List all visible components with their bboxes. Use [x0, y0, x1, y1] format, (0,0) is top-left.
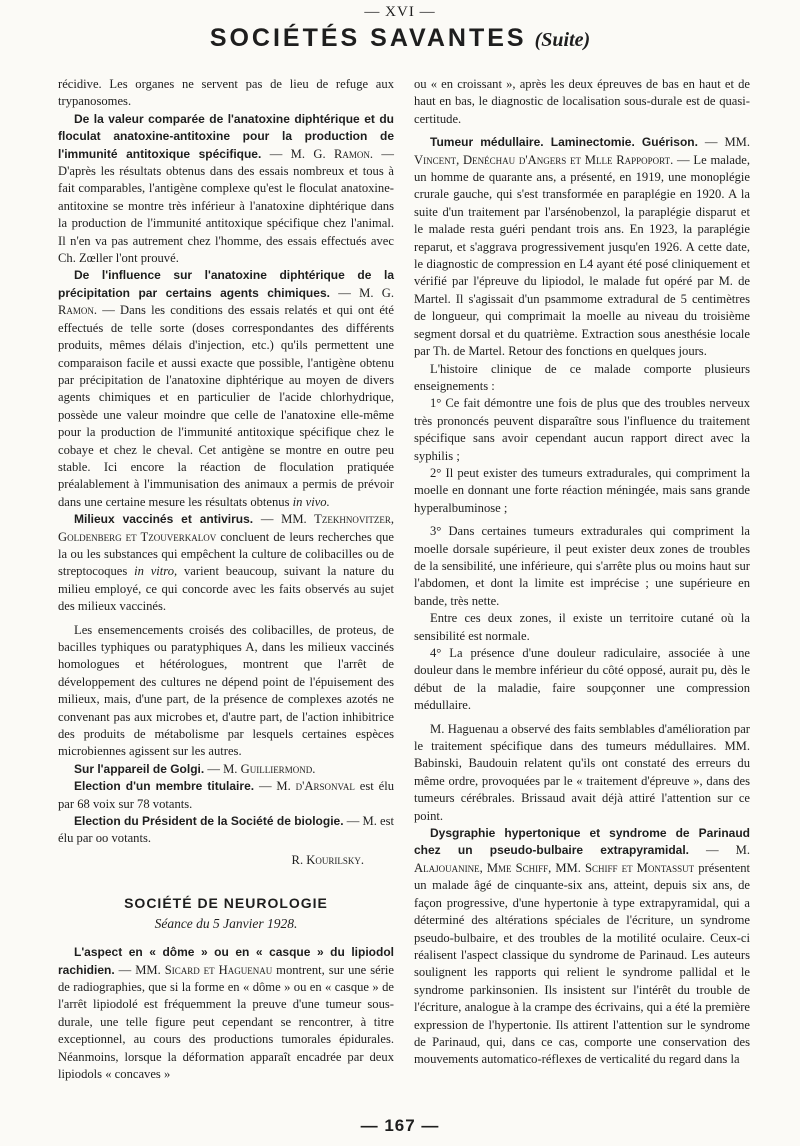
page-number: — 167 — — [360, 1116, 440, 1135]
abstract-text: — D'après les résultats obtenus dans des essais nombreux et tous à fait comparables, l'antigène complexe qu'est le floculat anatoxine-antitoxine se montre très inférieur à l'anatoxine diphtérique dans la production de l'immunité antitoxique spécifique chez l'animal. Il n'en va pas autrement chez l'homme, des essais effectués avec Ch. Zœller l'ont prouvé. — [58, 146, 394, 266]
roman-page-number: — XVI — — [364, 4, 436, 20]
abstract-dysgraphie — [414, 825, 750, 1069]
paragraph: M. Haguenau a observé des faits semblables d'amélioration par le traitement spécifique dans des tumeurs médullaires. MM. Babinski, Baudouin relatent qu'ils ont constaté des erreurs du même ordre, provoquées par le « traitement d'épreuve », dans des tumeurs cérébrales. Brissaud avait déjà attiré l'attention sur ce point. — [414, 721, 750, 823]
paragraph: récidive. Les organes ne servent pas de lieu de refuge aux trypanosomes. — [58, 77, 394, 109]
header-title: SOCIÉTÉS SAVANTES — [209, 24, 527, 52]
abstract-text: présentent un malade âgé de cinquante-six ans, atteint, depuis six ans, de façon progressive, d'une hypertonie à type extrapyramidal, qui a déterminé des altérations spéciales de l'écriture, un syndrome pseudo-bulbaire, et des troubles de la motilité oculaire. Ceux-ci réalisent l'aspect classique du syndrome de Parinaud. Les auteurs soulignent les rapports qui relient le syndrome pallidal et le syndrome parkinsonien. Ils insistent sur l'intérêt du trouble de l'écriture, analogue à la crampe des écrivains, qui a été la première expression de l'hypertonie. Ils attirent l'attention sur le syndrome de Parinaud, qui, dans ce cas, comporte une conservation des mouvements automatico-réflexes de verticalité du regard dans la — [414, 860, 750, 1067]
abstract-author: — M. Alajouanine, Mme Schiff, MM. Schiff et Montassut — [414, 843, 750, 875]
two-column-body — [58, 76, 750, 1083]
abstract-heading: Milieux vaccinés et antivirus. — [74, 512, 254, 527]
header-suite: (Suite) — [534, 29, 591, 51]
abstract-ramon-1 — [58, 111, 394, 268]
abstract-heading: Election du Président de la Société de biologie. — [74, 814, 344, 829]
abstract-author: — MM. Vincent, Denéchau d'Angers et Mlle Rappoport. — [414, 135, 750, 167]
list-item: 2° Il peut exister des tumeurs extradurales, qui compriment la moelle en donnant une forte réaction méningée, mais sans grande hyperalbuminose ; — [414, 465, 750, 515]
abstract-author: — M. Guilliermond. — [204, 761, 316, 776]
abstract-ramon-2 — [58, 267, 394, 511]
italic-text: in vitro, — [134, 564, 178, 579]
left-column — [58, 76, 394, 1083]
italic-text: in vivo. — [292, 494, 330, 509]
abstract-heading: Dysgraphie hypertonique et syndrome de Parinaud chez un pseudo-bulbaire extrapyramidal. — [414, 826, 750, 858]
list-item: 4° La présence d'une douleur radiculaire, associée à une douleur dans le membre inférieur du côté opposé, aurait pu, dès le début de la maladie, faire soupçonner une compression médullaire. — [414, 646, 750, 713]
abstract-golgi — [58, 761, 394, 778]
list-item: 1° Ce fait démontre une fois de plus que des troubles nerveux très prononcés peuvent disparaître sous l'influence du traitement spécifique sans avoir cependant aucun rapport direct avec la syphilis ; — [414, 396, 750, 463]
abstract-author: — M. d'Arsonval — [254, 779, 355, 794]
signature: R. Kourilsky. — [291, 852, 364, 867]
abstract-text: — M. est élu par oo votants. — [58, 814, 395, 846]
abstract-author: — M. G. Ramon. — [58, 285, 394, 318]
abstract-text: est élu par 68 voix sur 78 votants. — [58, 779, 394, 811]
abstract-heading: Tumeur médullaire. Laminectomie. Guérison. — [430, 135, 698, 150]
abstract-heading: Sur l'appareil de Golgi. — [74, 761, 205, 776]
right-column — [414, 76, 750, 1083]
abstract-text: montrent, sur une série de radiographies, que si la forme en « dôme » ou en « casque » de l'arrêt lipiodolé est fréquemment la preuve d'une tumeur sous-durale, une telle figure peut cependant se rencontrer, à titre exceptionnel, au cours des productions tumorales épidurales. Néanmoins, lorsque la déformation apparaît encadrée par deux lipiodols « concaves » — [58, 962, 394, 1081]
section-date: Séance du 5 Janvier 1928. — [154, 915, 298, 931]
abstract-author: — MM. Tzekhnovitzer, Goldenberg et Tzouverkalov — [58, 512, 394, 544]
abstract-tumeur — [414, 134, 750, 360]
abstract-text: concluent de leurs recherches que la ou les substances qui empêchent la culture de colibacilles ou de streptocoques — [58, 529, 395, 579]
paragraph: ou « en croissant », après les deux épreuves de bas en haut et de haut en bas, le diagnostic de localisation sous-durale est de quasi-certitude. — [414, 77, 750, 126]
abstract-milieux — [58, 511, 394, 615]
abstract-lipiodol — [58, 944, 394, 1083]
page-header — [0, 24, 800, 53]
abstract-author: — M. G. Ramon. — [261, 146, 374, 161]
paragraph: Entre ces deux zones, il existe un territoire cutané où la sensibilité est normale. — [414, 611, 750, 643]
abstract-text: — Dans les conditions des essais relatés et qui ont été effectués de telle sorte (doses correspondantes des différents produits, mêmes délais d'injection, etc.) qu'ils permettent une comparaison facile et aussi exacte que possible, l'antigène obtenu par précipitation de l'anatoxine diphtérique au moyen de divers agents chimiques et en particulier de l'acide chlorhydrique, possède une valeur moindre que celle de l'anatoxine elle-même pour la production de l'immunité antitoxique spécifique chez le cobaye et chez le cheval. Cet antigène se montre en outre peu stable. Ici encore la réaction de floculation pratiquée préalablement à l'immunisation des animaux a permis de prévoir dans une certaine mesure les résultats obtenus — [58, 303, 394, 509]
list-item: 3° Dans certaines tumeurs extradurales qui compriment la moelle dorsale supérieure, il peut exister deux zones de troubles de la sensibilité, une inférieure, qui s'arrête plus ou moins haut sur l'abdomen, et dont la limite est imprécise ; une supérieure en bande, très nette. — [414, 524, 750, 608]
section-title: SOCIÉTÉ DE NEUROLOGIE — [124, 895, 328, 912]
abstract-text: — Le malade, un homme de quarante ans, a présenté, en 1919, une monoplégie crurale gauche, qui s'est transformée en paraplégie en 1920. A la suite d'un traitement par l'arsénobenzol, la paraplégie disparut et le malade resta guéri pendant trois ans. En 1923, la paraplégie reparut, et s'aggrava progressivement jusqu'en 1926. A cette date, le diagnostic de compression en L4 ayant été posé cliniquement et vérifié par l'épreuve du lipiodol, le malade fut opéré par M. de Martel. Il s'agissait d'un psammome extradural de 5 centimètres de longueur, qui comprimait la moelle au niveau du troisième segment dorsal et du quatrième. Extraction sous anesthésie locale par Th. de Martel. Retour des fonctions en quelques jours. — [414, 152, 750, 359]
abstract-election-president — [58, 813, 394, 848]
abstract-heading: L'aspect en « dôme » ou en « casque » du lipiodol rachidien. — [58, 945, 394, 977]
abstract-heading: Election d'un membre titulaire. — [74, 779, 255, 794]
paragraph: Les ensemencements croisés des colibacilles, de proteus, de bacilles typhiques ou paratyphiques A, dans les milieux vaccinés homologues et hétérologues, montrent que l'arrêt de développement des cultures ne dépend point de l'épuisement des milieux, mais, d'une part, de la présence de complexes azotés ne convenant pas aux microbes et, d'autre part, de l'action inhibitrice des produits de métabolisme par lesquels certaines espèces microbiennes agissent sur les autres. — [58, 622, 394, 759]
abstract-heading: De l'influence sur l'anatoxine diphtérique de la précipitation par certains agents chimiques. — [58, 268, 394, 300]
abstract-text: varient beaucoup, suivant la nature du milieu employé, ce qui concorde avec les faits observés au sujet des milieux vaccinés. — [58, 564, 394, 614]
paragraph: L'histoire clinique de ce malade comporte plusieurs enseignements : — [414, 361, 750, 393]
abstract-author: — MM. Sicard et Haguenau — [114, 962, 273, 977]
abstract-election-member — [58, 778, 394, 813]
abstract-heading: De la valeur comparée de l'anatoxine diphtérique et du floculat anatoxine-antitoxine pour la production de l'immunité antitoxique spécifique. — [58, 111, 394, 161]
